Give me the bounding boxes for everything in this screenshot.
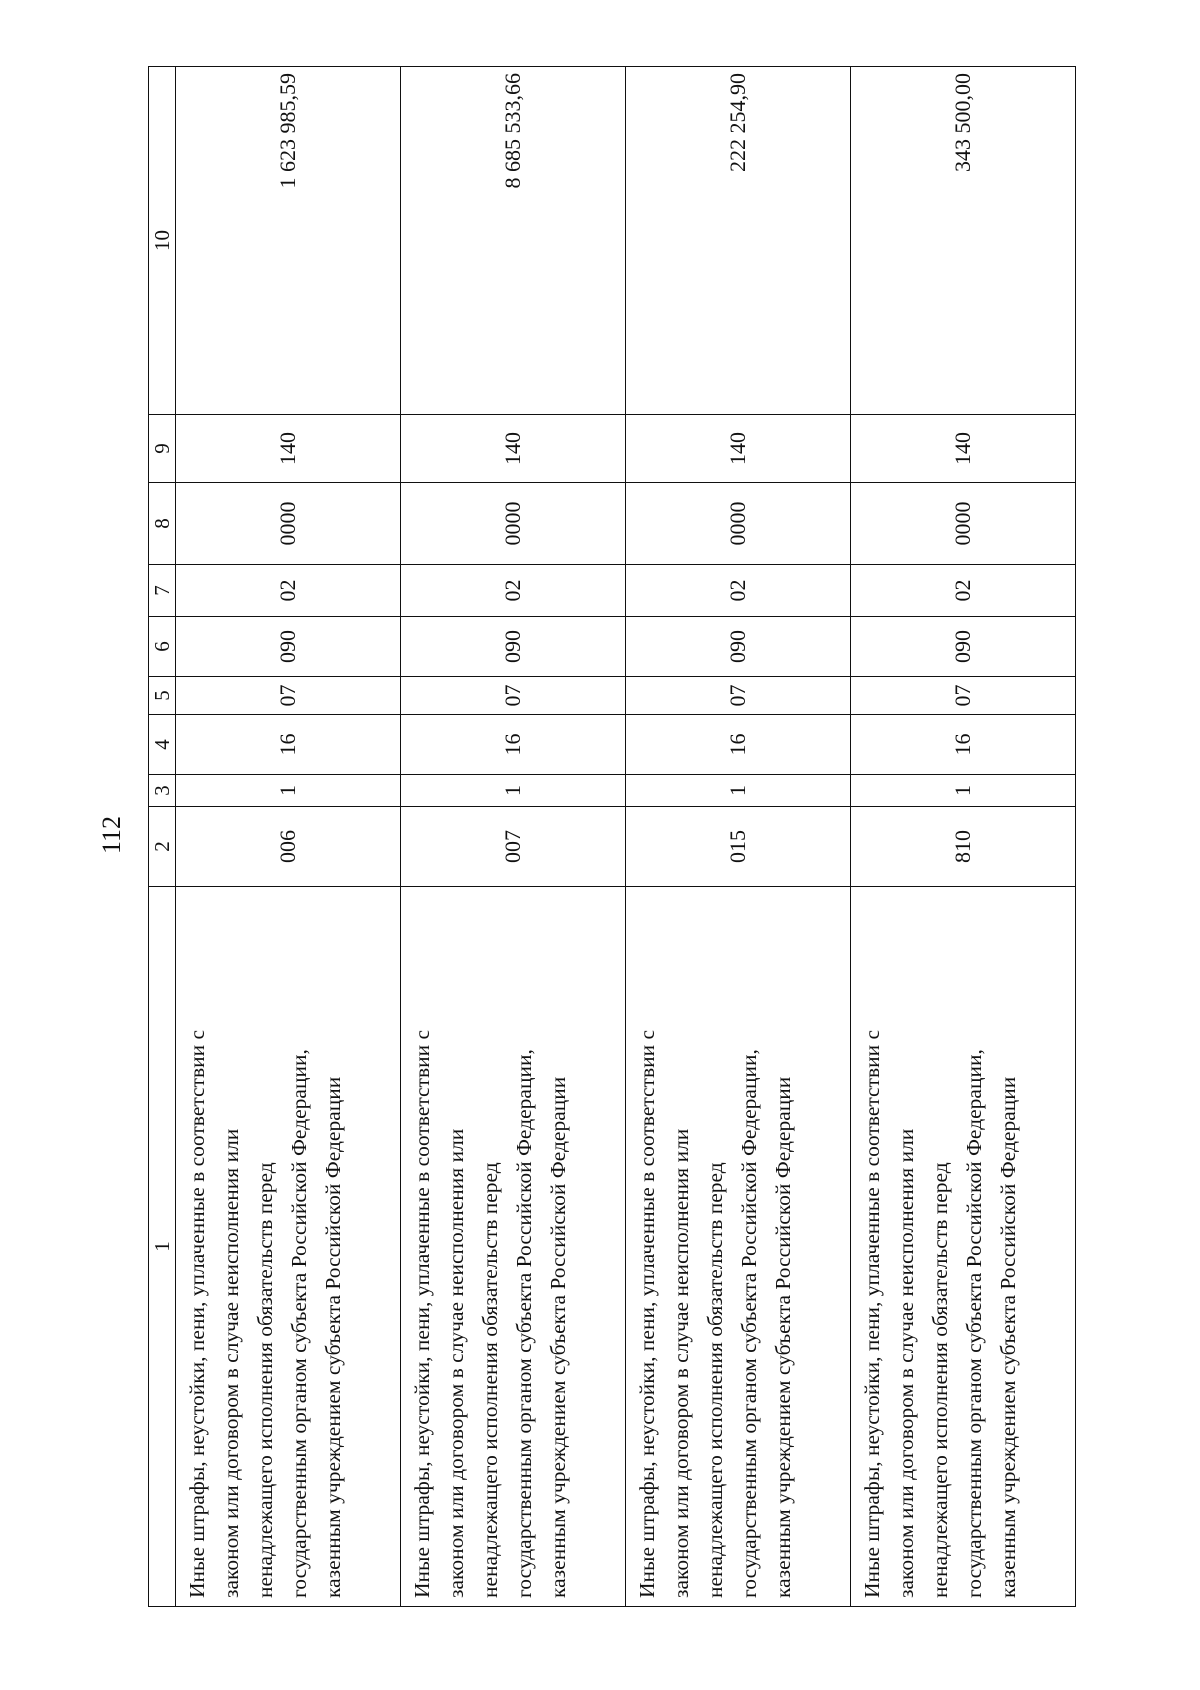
subgroup-code-cell: 16 (626, 715, 851, 775)
description-cell (851, 887, 1076, 1607)
header-cell: 8 (149, 483, 176, 565)
description-cell (626, 887, 851, 1607)
description-line: законом или договором в случае неисполнения или (669, 1128, 693, 1598)
description-line: Иные штрафы, неустойки, пени, уплаченные в соответствии с (185, 1029, 209, 1598)
administrator-code-cell: 006 (176, 807, 401, 887)
program-code-cell: 0000 (401, 483, 626, 565)
header-cell: 6 (149, 617, 176, 677)
article-code-cell: 07 (626, 677, 851, 715)
element-code-cell: 02 (626, 565, 851, 617)
administrator-code-cell: 810 (851, 807, 1076, 887)
description-line: Иные штрафы, неустойки, пени, уплаченные в соответствии с (410, 1029, 434, 1598)
group-code-cell: 1 (176, 775, 401, 807)
description-line: ненадлежащего исполнения обязательств перед (928, 1162, 952, 1598)
budget-table (148, 66, 1076, 1607)
description-line: ненадлежащего исполнения обязательств перед (253, 1162, 277, 1598)
amount-cell: 343 500,00 (851, 67, 1076, 415)
subarticle-code-cell: 090 (176, 617, 401, 677)
subgroup-code-cell: 16 (401, 715, 626, 775)
element-code-cell: 02 (401, 565, 626, 617)
description-line: казенным учреждением субъекта Российской Федерации (996, 1076, 1020, 1598)
subarticle-code-cell: 090 (851, 617, 1076, 677)
amount-cell: 1 623 985,59 (176, 67, 401, 415)
group-code-cell: 1 (626, 775, 851, 807)
article-code-cell: 07 (176, 677, 401, 715)
program-code-cell: 0000 (851, 483, 1076, 565)
description-line: Иные штрафы, неустойки, пени, уплаченные в соответствии с (635, 1029, 659, 1598)
subarticle-code-cell: 090 (626, 617, 851, 677)
group-code-cell: 1 (851, 775, 1076, 807)
description-line: законом или договором в случае неисполнения или (444, 1128, 468, 1598)
description-line: государственным органом субъекта Российской Федерации, (962, 1049, 986, 1598)
header-cell: 1 (149, 887, 176, 1607)
description-line: государственным органом субъекта Российской Федерации, (512, 1049, 536, 1598)
header-cell: 10 (149, 67, 176, 415)
description-line: Иные штрафы, неустойки, пени, уплаченные в соответствии с (860, 1029, 884, 1598)
rotated-page (148, 67, 1068, 1607)
table-row (401, 67, 626, 1607)
description-line: законом или договором в случае неисполнения или (219, 1128, 243, 1598)
description-cell (176, 887, 401, 1607)
classification-code-cell: 140 (176, 415, 401, 483)
article-code-cell: 07 (401, 677, 626, 715)
article-code-cell: 07 (851, 677, 1076, 715)
header-cell: 2 (149, 807, 176, 887)
program-code-cell: 0000 (176, 483, 401, 565)
table-row (851, 67, 1076, 1607)
table-row (176, 67, 401, 1607)
subarticle-code-cell: 090 (401, 617, 626, 677)
amount-cell: 8 685 533,66 (401, 67, 626, 415)
page-number: 112 (97, 815, 126, 855)
program-code-cell: 0000 (626, 483, 851, 565)
description-line: государственным органом субъекта Российской Федерации, (287, 1049, 311, 1598)
description-line: ненадлежащего исполнения обязательств перед (478, 1162, 502, 1598)
subgroup-code-cell: 16 (176, 715, 401, 775)
group-code-cell: 1 (401, 775, 626, 807)
element-code-cell: 02 (851, 565, 1076, 617)
subgroup-code-cell: 16 (851, 715, 1076, 775)
header-cell: 7 (149, 565, 176, 617)
amount-cell: 222 254,90 (626, 67, 851, 415)
classification-code-cell: 140 (626, 415, 851, 483)
header-row (149, 67, 176, 1607)
header-cell: 4 (149, 715, 176, 775)
description-cell (401, 887, 626, 1607)
description-line: государственным органом субъекта Российской Федерации, (737, 1049, 761, 1598)
description-line: казенным учреждением субъекта Российской Федерации (771, 1076, 795, 1598)
element-code-cell: 02 (176, 565, 401, 617)
description-line: ненадлежащего исполнения обязательств перед (703, 1162, 727, 1598)
description-line: казенным учреждением субъекта Российской Федерации (321, 1076, 345, 1598)
classification-code-cell: 140 (851, 415, 1076, 483)
table-row (626, 67, 851, 1607)
classification-code-cell: 140 (401, 415, 626, 483)
administrator-code-cell: 007 (401, 807, 626, 887)
header-cell: 9 (149, 415, 176, 483)
administrator-code-cell: 015 (626, 807, 851, 887)
header-cell: 5 (149, 677, 176, 715)
description-line: законом или договором в случае неисполнения или (894, 1128, 918, 1598)
header-cell: 3 (149, 775, 176, 807)
description-line: казенным учреждением субъекта Российской Федерации (546, 1076, 570, 1598)
